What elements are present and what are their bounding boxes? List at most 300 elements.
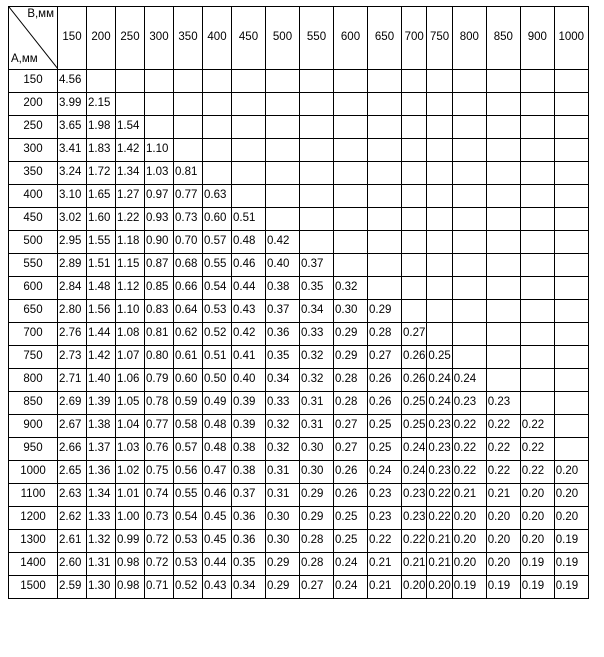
- row-header: 550: [9, 254, 58, 277]
- value-cell: 0.68: [174, 254, 203, 277]
- table-row: [9, 162, 589, 185]
- value-cell: 0.37: [266, 300, 300, 323]
- value-cell: 0.55: [174, 484, 203, 507]
- value-cell: 0.29: [266, 553, 300, 576]
- column-header: 800: [452, 7, 486, 70]
- value-cell: 1.12: [116, 277, 145, 300]
- value-cell: 0.21: [368, 553, 402, 576]
- value-cell: 1.34: [116, 162, 145, 185]
- value-cell: 0.35: [232, 553, 266, 576]
- coefficient-table: [8, 6, 589, 599]
- value-cell: [232, 70, 266, 93]
- value-cell: 0.28: [300, 530, 334, 553]
- value-cell: 0.22: [368, 530, 402, 553]
- row-header: 300: [9, 139, 58, 162]
- value-cell: [452, 323, 486, 346]
- value-cell: [452, 277, 486, 300]
- value-cell: 2.76: [58, 323, 87, 346]
- table-row: [9, 185, 589, 208]
- value-cell: 0.28: [334, 392, 368, 415]
- value-cell: 1.39: [87, 392, 116, 415]
- value-cell: 0.77: [145, 415, 174, 438]
- value-cell: [520, 93, 554, 116]
- value-cell: 0.19: [520, 553, 554, 576]
- value-cell: 0.20: [486, 553, 520, 576]
- value-cell: 0.19: [554, 553, 588, 576]
- value-cell: 1.15: [116, 254, 145, 277]
- row-header: 350: [9, 162, 58, 185]
- value-cell: 0.29: [334, 346, 368, 369]
- value-cell: [116, 70, 145, 93]
- value-cell: [368, 93, 402, 116]
- value-cell: [554, 185, 588, 208]
- value-cell: [554, 438, 588, 461]
- value-cell: 0.31: [300, 392, 334, 415]
- value-cell: 0.30: [266, 530, 300, 553]
- value-cell: 0.38: [232, 461, 266, 484]
- value-cell: 3.24: [58, 162, 87, 185]
- row-header: 1200: [9, 507, 58, 530]
- value-cell: 0.38: [232, 438, 266, 461]
- value-cell: [300, 185, 334, 208]
- value-cell: [300, 93, 334, 116]
- value-cell: 0.87: [145, 254, 174, 277]
- value-cell: 0.46: [203, 484, 232, 507]
- value-cell: 0.23: [402, 484, 427, 507]
- row-header: 650: [9, 300, 58, 323]
- value-cell: 0.22: [520, 461, 554, 484]
- value-cell: 0.27: [334, 438, 368, 461]
- value-cell: [232, 139, 266, 162]
- value-cell: 2.84: [58, 277, 87, 300]
- value-cell: 2.89: [58, 254, 87, 277]
- value-cell: [300, 162, 334, 185]
- value-cell: 0.26: [334, 461, 368, 484]
- value-cell: 0.54: [174, 507, 203, 530]
- value-cell: 0.21: [427, 553, 452, 576]
- value-cell: 1.36: [87, 461, 116, 484]
- value-cell: 0.77: [174, 185, 203, 208]
- value-cell: 0.90: [145, 231, 174, 254]
- value-cell: [402, 277, 427, 300]
- value-cell: 0.32: [334, 277, 368, 300]
- value-cell: 0.24: [334, 553, 368, 576]
- value-cell: 0.25: [427, 346, 452, 369]
- column-header: 600: [334, 7, 368, 70]
- value-cell: [145, 93, 174, 116]
- column-header: 650: [368, 7, 402, 70]
- value-cell: 0.26: [334, 484, 368, 507]
- value-cell: 0.25: [368, 438, 402, 461]
- value-cell: 3.10: [58, 185, 87, 208]
- value-cell: 0.35: [300, 277, 334, 300]
- value-cell: [203, 70, 232, 93]
- value-cell: 0.23: [368, 484, 402, 507]
- value-cell: [486, 208, 520, 231]
- row-header: 150: [9, 70, 58, 93]
- value-cell: 0.32: [300, 369, 334, 392]
- value-cell: [174, 93, 203, 116]
- value-cell: 0.98: [116, 553, 145, 576]
- value-cell: 0.53: [174, 530, 203, 553]
- value-cell: [300, 139, 334, 162]
- value-cell: 0.20: [452, 530, 486, 553]
- value-cell: 1.02: [116, 461, 145, 484]
- value-cell: 0.20: [554, 507, 588, 530]
- value-cell: 0.61: [174, 346, 203, 369]
- value-cell: 3.02: [58, 208, 87, 231]
- value-cell: 0.26: [402, 369, 427, 392]
- value-cell: [520, 70, 554, 93]
- value-cell: [427, 162, 452, 185]
- value-cell: [203, 116, 232, 139]
- value-cell: [368, 70, 402, 93]
- value-cell: [334, 162, 368, 185]
- value-cell: [452, 231, 486, 254]
- table-row: [9, 576, 589, 599]
- value-cell: 0.44: [203, 553, 232, 576]
- value-cell: 1.34: [87, 484, 116, 507]
- value-cell: 0.24: [368, 461, 402, 484]
- value-cell: 0.20: [520, 507, 554, 530]
- value-cell: 0.22: [402, 530, 427, 553]
- value-cell: [145, 70, 174, 93]
- value-cell: 3.99: [58, 93, 87, 116]
- value-cell: 0.28: [368, 323, 402, 346]
- row-header: 850: [9, 392, 58, 415]
- column-header: 400: [203, 7, 232, 70]
- value-cell: [452, 185, 486, 208]
- value-cell: [266, 185, 300, 208]
- value-cell: [232, 116, 266, 139]
- value-cell: [174, 116, 203, 139]
- value-cell: 0.71: [145, 576, 174, 599]
- value-cell: 2.95: [58, 231, 87, 254]
- value-cell: [554, 70, 588, 93]
- value-cell: 0.23: [368, 507, 402, 530]
- value-cell: 0.25: [334, 530, 368, 553]
- value-cell: [554, 139, 588, 162]
- value-cell: 0.35: [266, 346, 300, 369]
- value-cell: [427, 116, 452, 139]
- row-header: 400: [9, 185, 58, 208]
- value-cell: 0.23: [427, 461, 452, 484]
- value-cell: 0.78: [145, 392, 174, 415]
- row-header: 950: [9, 438, 58, 461]
- value-cell: [116, 93, 145, 116]
- value-cell: 2.66: [58, 438, 87, 461]
- value-cell: [486, 93, 520, 116]
- value-cell: 1.98: [87, 116, 116, 139]
- value-cell: 0.22: [427, 484, 452, 507]
- value-cell: [427, 93, 452, 116]
- row-header: 750: [9, 346, 58, 369]
- value-cell: 0.49: [203, 392, 232, 415]
- value-cell: [452, 254, 486, 277]
- value-cell: [368, 162, 402, 185]
- row-header: 1300: [9, 530, 58, 553]
- value-cell: [554, 208, 588, 231]
- value-cell: 1.03: [116, 438, 145, 461]
- value-cell: 2.60: [58, 553, 87, 576]
- value-cell: 1.08: [116, 323, 145, 346]
- value-cell: 1.37: [87, 438, 116, 461]
- value-cell: 0.20: [452, 553, 486, 576]
- value-cell: 0.19: [486, 576, 520, 599]
- value-cell: 1.48: [87, 277, 116, 300]
- value-cell: 0.23: [402, 507, 427, 530]
- value-cell: [300, 208, 334, 231]
- value-cell: 0.32: [266, 438, 300, 461]
- table-row: [9, 461, 589, 484]
- table-row: [9, 415, 589, 438]
- value-cell: 0.46: [232, 254, 266, 277]
- value-cell: 0.76: [145, 438, 174, 461]
- value-cell: [452, 300, 486, 323]
- value-cell: 0.44: [232, 277, 266, 300]
- value-cell: 0.42: [232, 323, 266, 346]
- value-cell: [368, 254, 402, 277]
- value-cell: 0.24: [452, 369, 486, 392]
- value-cell: 4.56: [58, 70, 87, 93]
- value-cell: 1.44: [87, 323, 116, 346]
- value-cell: [334, 254, 368, 277]
- value-cell: 1.33: [87, 507, 116, 530]
- value-cell: 0.41: [232, 346, 266, 369]
- value-cell: 0.20: [520, 484, 554, 507]
- value-cell: 0.19: [554, 530, 588, 553]
- value-cell: 0.28: [334, 369, 368, 392]
- table-row: [9, 369, 589, 392]
- value-cell: 0.24: [334, 576, 368, 599]
- value-cell: [402, 231, 427, 254]
- value-cell: [402, 162, 427, 185]
- value-cell: 0.22: [452, 438, 486, 461]
- value-cell: 0.25: [368, 415, 402, 438]
- value-cell: 0.51: [203, 346, 232, 369]
- value-cell: [486, 277, 520, 300]
- value-cell: 0.22: [452, 415, 486, 438]
- value-cell: [486, 139, 520, 162]
- value-cell: 0.21: [452, 484, 486, 507]
- value-cell: [368, 116, 402, 139]
- value-cell: [452, 93, 486, 116]
- value-cell: 1.42: [87, 346, 116, 369]
- value-cell: 0.29: [300, 507, 334, 530]
- table-row: [9, 208, 589, 231]
- value-cell: 0.33: [300, 323, 334, 346]
- value-cell: 1.06: [116, 369, 145, 392]
- value-cell: 0.57: [174, 438, 203, 461]
- value-cell: [520, 369, 554, 392]
- value-cell: 0.20: [554, 461, 588, 484]
- table-row: [9, 277, 589, 300]
- value-cell: [334, 70, 368, 93]
- value-cell: [402, 185, 427, 208]
- value-cell: [266, 70, 300, 93]
- value-cell: 0.63: [203, 185, 232, 208]
- value-cell: [203, 139, 232, 162]
- value-cell: 2.61: [58, 530, 87, 553]
- value-cell: 0.81: [174, 162, 203, 185]
- value-cell: 1.22: [116, 208, 145, 231]
- value-cell: 0.51: [232, 208, 266, 231]
- value-cell: 0.20: [486, 507, 520, 530]
- value-cell: 1.05: [116, 392, 145, 415]
- table-row: [9, 438, 589, 461]
- column-header: 1000: [554, 7, 588, 70]
- value-cell: 2.63: [58, 484, 87, 507]
- table-row: [9, 116, 589, 139]
- value-cell: 0.72: [145, 530, 174, 553]
- value-cell: [402, 139, 427, 162]
- row-header: 1000: [9, 461, 58, 484]
- value-cell: [554, 254, 588, 277]
- row-header: 800: [9, 369, 58, 392]
- value-cell: [486, 300, 520, 323]
- value-cell: 0.23: [486, 392, 520, 415]
- value-cell: 0.80: [145, 346, 174, 369]
- value-cell: 3.41: [58, 139, 87, 162]
- value-cell: 0.27: [402, 323, 427, 346]
- table-row: [9, 553, 589, 576]
- value-cell: 0.20: [427, 576, 452, 599]
- value-cell: 0.29: [334, 323, 368, 346]
- value-cell: 1.51: [87, 254, 116, 277]
- value-cell: 0.53: [203, 300, 232, 323]
- value-cell: 0.48: [232, 231, 266, 254]
- value-cell: [486, 254, 520, 277]
- value-cell: 0.24: [427, 392, 452, 415]
- value-cell: [554, 300, 588, 323]
- column-header: 150: [58, 7, 87, 70]
- table-row: [9, 93, 589, 116]
- value-cell: 1.32: [87, 530, 116, 553]
- value-cell: 0.39: [232, 415, 266, 438]
- value-cell: 1.10: [116, 300, 145, 323]
- value-cell: [368, 208, 402, 231]
- value-cell: 0.50: [203, 369, 232, 392]
- value-cell: [402, 70, 427, 93]
- value-cell: 0.26: [368, 392, 402, 415]
- value-cell: 1.60: [87, 208, 116, 231]
- value-cell: 0.19: [554, 576, 588, 599]
- value-cell: 0.20: [520, 530, 554, 553]
- value-cell: 0.21: [402, 553, 427, 576]
- value-cell: 0.37: [300, 254, 334, 277]
- value-cell: [452, 346, 486, 369]
- value-cell: [520, 346, 554, 369]
- value-cell: [266, 93, 300, 116]
- table-row: [9, 392, 589, 415]
- value-cell: [427, 139, 452, 162]
- value-cell: 0.27: [334, 415, 368, 438]
- value-cell: [554, 369, 588, 392]
- value-cell: 0.19: [452, 576, 486, 599]
- value-cell: [300, 116, 334, 139]
- value-cell: [427, 231, 452, 254]
- value-cell: [427, 254, 452, 277]
- value-cell: 0.74: [145, 484, 174, 507]
- column-axis-label: B,мм: [27, 8, 54, 20]
- value-cell: 0.30: [300, 461, 334, 484]
- column-header: 700: [402, 7, 427, 70]
- value-cell: [174, 139, 203, 162]
- value-cell: 0.23: [427, 438, 452, 461]
- value-cell: [486, 323, 520, 346]
- value-cell: [520, 277, 554, 300]
- value-cell: 0.79: [145, 369, 174, 392]
- row-header: 1400: [9, 553, 58, 576]
- table-row: [9, 346, 589, 369]
- table-row: [9, 507, 589, 530]
- value-cell: 0.45: [203, 507, 232, 530]
- value-cell: [232, 185, 266, 208]
- table-row: [9, 231, 589, 254]
- corner-header-cell: [9, 7, 58, 70]
- value-cell: 1.10: [145, 139, 174, 162]
- value-cell: 0.48: [203, 415, 232, 438]
- value-cell: [232, 162, 266, 185]
- value-cell: 0.27: [368, 346, 402, 369]
- value-cell: [554, 93, 588, 116]
- value-cell: 0.21: [486, 484, 520, 507]
- value-cell: [554, 231, 588, 254]
- value-cell: 0.97: [145, 185, 174, 208]
- value-cell: 0.66: [174, 277, 203, 300]
- value-cell: 2.62: [58, 507, 87, 530]
- value-cell: [427, 185, 452, 208]
- value-cell: [427, 300, 452, 323]
- header-row: [9, 7, 589, 70]
- value-cell: 3.65: [58, 116, 87, 139]
- value-cell: 0.56: [174, 461, 203, 484]
- value-cell: 1.72: [87, 162, 116, 185]
- value-cell: [266, 208, 300, 231]
- value-cell: [486, 231, 520, 254]
- value-cell: [334, 116, 368, 139]
- value-cell: 2.69: [58, 392, 87, 415]
- table-row: [9, 323, 589, 346]
- value-cell: 0.47: [203, 461, 232, 484]
- value-cell: 0.31: [266, 461, 300, 484]
- value-cell: 0.34: [300, 300, 334, 323]
- row-header: 200: [9, 93, 58, 116]
- value-cell: [402, 116, 427, 139]
- value-cell: 2.15: [87, 93, 116, 116]
- value-cell: 0.57: [203, 231, 232, 254]
- value-cell: 0.24: [427, 369, 452, 392]
- value-cell: 0.53: [174, 553, 203, 576]
- value-cell: [486, 162, 520, 185]
- value-cell: 0.20: [486, 530, 520, 553]
- value-cell: [266, 116, 300, 139]
- value-cell: [554, 415, 588, 438]
- value-cell: 0.31: [266, 484, 300, 507]
- column-header: 500: [266, 7, 300, 70]
- value-cell: [486, 369, 520, 392]
- value-cell: 0.85: [145, 277, 174, 300]
- value-cell: [452, 139, 486, 162]
- value-cell: 2.59: [58, 576, 87, 599]
- value-cell: 0.21: [368, 576, 402, 599]
- table-row: [9, 300, 589, 323]
- value-cell: [554, 277, 588, 300]
- value-cell: [174, 70, 203, 93]
- value-cell: 0.73: [145, 507, 174, 530]
- column-header: 850: [486, 7, 520, 70]
- value-cell: 1.07: [116, 346, 145, 369]
